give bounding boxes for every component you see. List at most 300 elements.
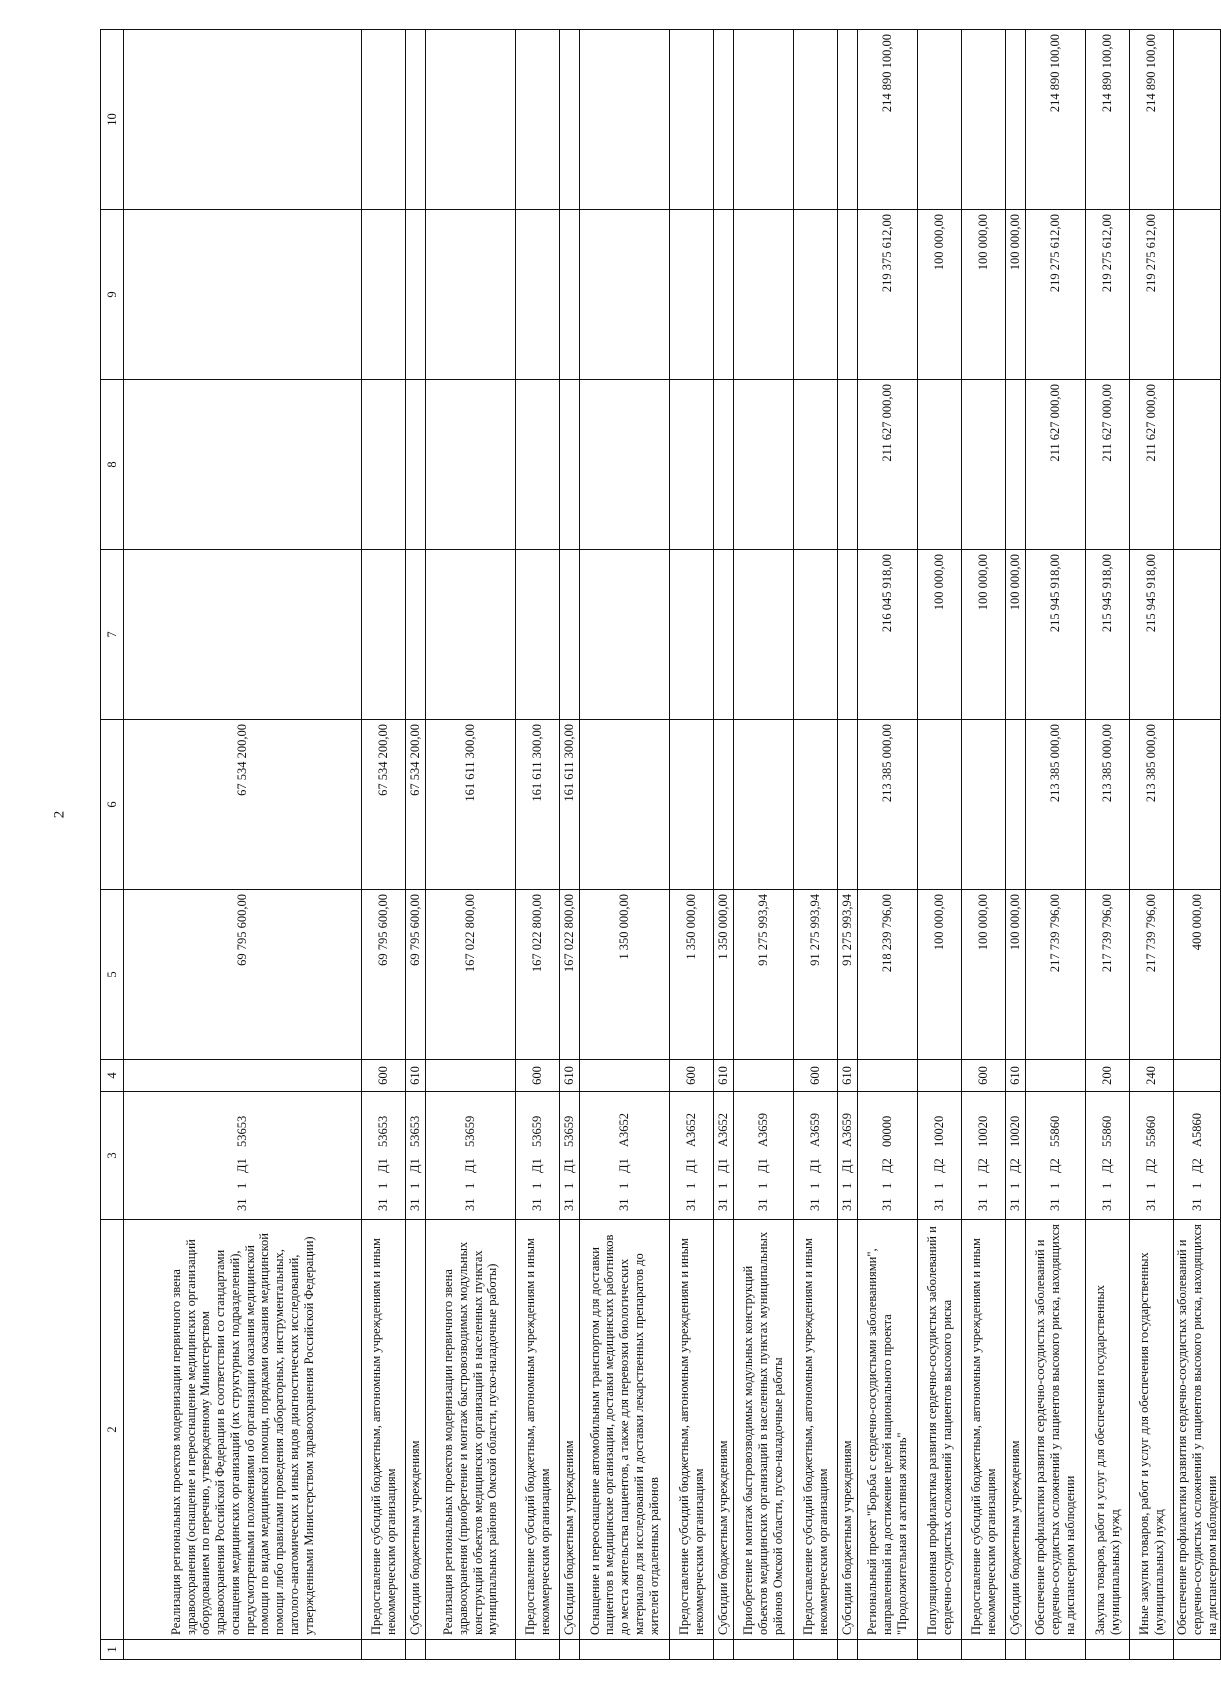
- code-part-subprogram: 1: [840, 1182, 855, 1189]
- classification-code-cell: [1026, 1092, 1086, 1220]
- amount-cell-7: [838, 550, 858, 720]
- table-row: [516, 30, 560, 1660]
- amount-cell-7: [670, 550, 714, 720]
- amount-cell-6: 67 534 200,00: [362, 720, 406, 890]
- classification-code: [932, 1096, 947, 1215]
- row-number-cell: [124, 1640, 362, 1660]
- amount-cell-9: [426, 210, 516, 380]
- budget-table: [100, 29, 1221, 1660]
- table-row: [858, 30, 918, 1660]
- code-part-direction: 53653: [376, 1115, 391, 1147]
- code-part-direction: А3659: [808, 1112, 823, 1147]
- amount-cell-10: [714, 30, 734, 210]
- code-part-subprogram: 1: [617, 1182, 632, 1189]
- amount-cell-10: [962, 30, 1006, 210]
- amount-cell-10: [1006, 30, 1026, 210]
- amount-cell-6: 161 611 300,00: [516, 720, 560, 890]
- code-part-direction: 53659: [530, 1115, 545, 1147]
- amount-cell-9: [406, 210, 426, 380]
- code-part-project: Д2: [1048, 1158, 1063, 1173]
- amount-cell-6: 213 385 000,00: [1026, 720, 1086, 890]
- code-part-project: Д1: [684, 1158, 699, 1173]
- header-cell: 1: [101, 1640, 124, 1660]
- amount-cell-6: 213 385 000,00: [858, 720, 918, 890]
- amount-cell-7: [516, 550, 560, 720]
- code-part-program: 31: [1008, 1198, 1023, 1211]
- expense-type-cell: 610: [838, 1060, 858, 1092]
- amount-cell-9: 100 000,00: [1006, 210, 1026, 380]
- classification-code: [684, 1096, 699, 1215]
- code-part-project: Д1: [716, 1158, 731, 1173]
- amount-cell-7: [124, 550, 362, 720]
- amount-cell-9: [734, 210, 794, 380]
- code-part-program: 31: [840, 1198, 855, 1211]
- header-cell: 5: [101, 890, 124, 1060]
- code-part-direction: 53659: [463, 1115, 478, 1147]
- code-part-direction: 55860: [1100, 1115, 1115, 1147]
- amount-cell-8: [714, 380, 734, 550]
- code-part-subprogram: 1: [562, 1182, 577, 1189]
- item-name-cell: Предоставление субсидий бюджетным, автономным учреждениям и иным некоммерческим организациям: [516, 1220, 560, 1640]
- code-part-direction: 55860: [1144, 1115, 1159, 1147]
- code-part-program: 31: [684, 1198, 699, 1211]
- code-part-subprogram: 1: [932, 1182, 947, 1189]
- amount-cell-10: 214 890 100,00: [1026, 30, 1086, 210]
- amount-cell-10: 214 890 100,00: [858, 30, 918, 210]
- row-number-cell: [918, 1640, 962, 1660]
- code-part-subprogram: 1: [1008, 1182, 1023, 1189]
- amount-cell-7: [362, 550, 406, 720]
- classification-code-cell: [962, 1092, 1006, 1220]
- amount-cell-6: 67 534 200,00: [406, 720, 426, 890]
- code-part-project: Д1: [808, 1158, 823, 1173]
- code-part-direction: 53653: [235, 1115, 250, 1147]
- classification-code-cell: [1006, 1092, 1026, 1220]
- amount-cell-9: [714, 210, 734, 380]
- amount-cell-10: [516, 30, 560, 210]
- item-name-cell: Субсидии бюджетным учреждениям: [1006, 1220, 1026, 1640]
- code-part-direction: 10020: [932, 1115, 947, 1147]
- code-part-program: 31: [976, 1198, 991, 1211]
- table-row: [734, 30, 794, 1660]
- amount-cell-5: 69 795 600,00: [124, 890, 362, 1060]
- expense-type-cell: [426, 1060, 516, 1092]
- amount-cell-8: 211 627 000,00: [858, 380, 918, 550]
- amount-cell-7: [406, 550, 426, 720]
- code-part-project: Д2: [1189, 1158, 1204, 1173]
- amount-cell-9: [794, 210, 838, 380]
- amount-cell-7: 100 000,00: [962, 550, 1006, 720]
- amount-cell-6: 213 385 000,00: [1130, 720, 1174, 890]
- code-part-program: 31: [562, 1198, 577, 1211]
- code-part-program: 31: [932, 1198, 947, 1211]
- classification-code-cell: [516, 1092, 560, 1220]
- amount-cell-9: 219 275 612,00: [1086, 210, 1130, 380]
- amount-cell-6: [1174, 720, 1221, 890]
- amount-cell-5: 218 239 796,00: [858, 890, 918, 1060]
- amount-cell-10: [918, 30, 962, 210]
- code-part-project: Д2: [1008, 1158, 1023, 1173]
- row-number-cell: [362, 1640, 406, 1660]
- table-row: [838, 30, 858, 1660]
- code-part-direction: 53653: [408, 1115, 423, 1147]
- item-name-cell: Приобретение и монтаж быстровозводимых модульных конструкций объектов медицинских организаций в населенных пунктах муниципальных районов Омской области, пуско-наладочные работы: [734, 1220, 794, 1640]
- header-cell: 7: [101, 550, 124, 720]
- amount-cell-6: 161 611 300,00: [426, 720, 516, 890]
- amount-cell-8: [962, 380, 1006, 550]
- expense-type-cell: [1174, 1060, 1221, 1092]
- classification-code: [1048, 1096, 1063, 1215]
- amount-cell-5: 69 795 600,00: [362, 890, 406, 1060]
- item-name-cell: Субсидии бюджетным учреждениям: [406, 1220, 426, 1640]
- amount-cell-6: [962, 720, 1006, 890]
- code-part-direction: 10020: [1008, 1115, 1023, 1147]
- amount-cell-8: [838, 380, 858, 550]
- code-part-project: Д2: [1144, 1158, 1159, 1173]
- item-name-cell: Региональный проект "Борьба с сердечно-сосудистыми заболеваниями", направленный на достижение целей национального проекта "Продолжительная и активная жизнь": [858, 1220, 918, 1640]
- code-part-program: 31: [716, 1198, 731, 1211]
- amount-cell-6: 213 385 000,00: [1086, 720, 1130, 890]
- table-row: [580, 30, 670, 1660]
- code-part-direction: А3659: [756, 1112, 771, 1147]
- table-row: [794, 30, 838, 1660]
- amount-cell-5: 91 275 993,94: [838, 890, 858, 1060]
- amount-cell-8: [670, 380, 714, 550]
- code-part-direction: А3652: [716, 1112, 731, 1147]
- amount-cell-7: [560, 550, 580, 720]
- classification-code-cell: [794, 1092, 838, 1220]
- table-row: [1086, 30, 1130, 1660]
- amount-cell-10: 214 890 100,00: [1130, 30, 1174, 210]
- item-name-cell: Субсидии бюджетным учреждениям: [714, 1220, 734, 1640]
- code-part-subprogram: 1: [684, 1182, 699, 1189]
- amount-cell-8: [124, 380, 362, 550]
- classification-code: [463, 1096, 478, 1215]
- row-number-cell: [858, 1640, 918, 1660]
- item-name-cell: Субсидии бюджетным учреждениям: [560, 1220, 580, 1640]
- amount-cell-6: [670, 720, 714, 890]
- amount-cell-6: [838, 720, 858, 890]
- amount-cell-8: [794, 380, 838, 550]
- classification-code: [976, 1096, 991, 1215]
- item-name-cell: Предоставление субсидий бюджетным, автономным учреждениям и иным некоммерческим организациям: [962, 1220, 1006, 1640]
- code-part-project: Д2: [976, 1158, 991, 1173]
- item-name-cell: Обеспечение профилактики развития сердечно-сосудистых заболеваний и сердечно-сосудистых осложнений у пациентов высокого риска, находящихся на диспансерном наблюдении: [1026, 1220, 1086, 1640]
- amount-cell-6: [794, 720, 838, 890]
- amount-cell-10: [1174, 30, 1221, 210]
- row-number-cell: [714, 1640, 734, 1660]
- header-cell: 6: [101, 720, 124, 890]
- expense-type-cell: [1026, 1060, 1086, 1092]
- expense-type-cell: 610: [714, 1060, 734, 1092]
- row-number-cell: [426, 1640, 516, 1660]
- amount-cell-6: [580, 720, 670, 890]
- classification-code: [808, 1096, 823, 1215]
- table-row: [362, 30, 406, 1660]
- amount-cell-10: [670, 30, 714, 210]
- classification-code: [617, 1096, 632, 1215]
- amount-cell-10: [794, 30, 838, 210]
- expense-type-cell: [580, 1060, 670, 1092]
- item-name-cell: Реализация региональных проектов модернизации первичного звена здравоохранения (приобретение и монтаж быстровозводимых модульных конструкций объектов медицинских организаций в населенных пунктах муниципальных районов Омской области, пуско-наладочные работы): [426, 1220, 516, 1640]
- code-part-subprogram: 1: [880, 1182, 895, 1189]
- amount-cell-5: 100 000,00: [1006, 890, 1026, 1060]
- code-part-program: 31: [408, 1198, 423, 1211]
- code-part-project: Д1: [840, 1158, 855, 1173]
- table-row: [1130, 30, 1174, 1660]
- classification-code-cell: [362, 1092, 406, 1220]
- amount-cell-8: [516, 380, 560, 550]
- amount-cell-8: [734, 380, 794, 550]
- amount-cell-8: [362, 380, 406, 550]
- code-part-subprogram: 1: [1100, 1182, 1115, 1189]
- classification-code-cell: [714, 1092, 734, 1220]
- classification-code-cell: [124, 1092, 362, 1220]
- table-row: [406, 30, 426, 1660]
- expense-type-cell: 600: [962, 1060, 1006, 1092]
- code-part-direction: А3652: [684, 1112, 699, 1147]
- code-part-program: 31: [1144, 1198, 1159, 1211]
- amount-cell-7: 215 945 918,00: [1130, 550, 1174, 720]
- amount-cell-10: [838, 30, 858, 210]
- classification-code-cell: [838, 1092, 858, 1220]
- classification-code: [408, 1096, 423, 1215]
- amount-cell-7: 215 945 918,00: [1026, 550, 1086, 720]
- expense-type-cell: 600: [362, 1060, 406, 1092]
- classification-code: [530, 1096, 545, 1215]
- row-number-cell: [734, 1640, 794, 1660]
- amount-cell-5: 217 739 796,00: [1130, 890, 1174, 1060]
- item-name-cell: Оснащение и переоснащение автомобильным транспортом для доставки пациентов в медицинские организации, доставки медицинских работников до места жительства пациентов, а также для перевозки биологических материалов для исследований и доставки лекарственных препаратов до жителей отдаленных районов: [580, 1220, 670, 1640]
- amount-cell-8: 211 627 000,00: [1086, 380, 1130, 550]
- code-part-project: Д2: [932, 1158, 947, 1173]
- amount-cell-8: [918, 380, 962, 550]
- classification-code: [1190, 1096, 1205, 1215]
- amount-cell-7: [794, 550, 838, 720]
- amount-cell-9: [516, 210, 560, 380]
- row-number-cell: [1086, 1640, 1130, 1660]
- classification-code-cell: [1086, 1092, 1130, 1220]
- amount-cell-5: 217 739 796,00: [1026, 890, 1086, 1060]
- classification-code: [756, 1096, 771, 1215]
- code-part-project: Д1: [756, 1158, 771, 1173]
- header-cell: 4: [101, 1060, 124, 1092]
- classification-code: [1008, 1096, 1023, 1215]
- amount-cell-9: 219 375 612,00: [858, 210, 918, 380]
- classification-code: [1144, 1096, 1159, 1215]
- header-cell: 8: [101, 380, 124, 550]
- table-row: [1006, 30, 1026, 1660]
- amount-cell-9: 219 275 612,00: [1026, 210, 1086, 380]
- expense-type-cell: 610: [1006, 1060, 1026, 1092]
- amount-cell-6: [918, 720, 962, 890]
- header-cell: 2: [101, 1220, 124, 1640]
- classification-code-cell: [406, 1092, 426, 1220]
- code-part-subprogram: 1: [1189, 1182, 1204, 1189]
- amount-cell-9: [670, 210, 714, 380]
- expense-type-cell: [918, 1060, 962, 1092]
- amount-cell-9: [580, 210, 670, 380]
- classification-code-cell: [580, 1092, 670, 1220]
- code-part-subprogram: 1: [1144, 1182, 1159, 1189]
- amount-cell-6: 161 611 300,00: [560, 720, 580, 890]
- row-number-cell: [670, 1640, 714, 1660]
- code-part-program: 31: [1100, 1198, 1115, 1211]
- item-name-cell: Предоставление субсидий бюджетным, автономным учреждениям и иным некоммерческим организациям: [670, 1220, 714, 1640]
- code-part-subprogram: 1: [235, 1182, 250, 1189]
- code-part-project: Д2: [1100, 1158, 1115, 1173]
- classification-code: [840, 1096, 855, 1215]
- amount-cell-8: [1174, 380, 1221, 550]
- page-number: 2: [51, 810, 68, 819]
- code-part-program: 31: [376, 1198, 391, 1211]
- code-part-project: Д1: [376, 1158, 391, 1173]
- amount-cell-8: [426, 380, 516, 550]
- code-part-program: 31: [617, 1198, 632, 1211]
- amount-cell-6: [714, 720, 734, 890]
- classification-code-cell: [1174, 1092, 1221, 1220]
- amount-cell-7: 216 045 918,00: [858, 550, 918, 720]
- item-name-cell: Популяционная профилактика развития сердечно-сосудистых заболеваний и сердечно-сосудистых осложнений у пациентов высокого риска: [918, 1220, 962, 1640]
- row-number-cell: [560, 1640, 580, 1660]
- row-number-cell: [838, 1640, 858, 1660]
- code-part-direction: 53659: [562, 1115, 577, 1147]
- code-part-project: Д1: [562, 1158, 577, 1173]
- amount-cell-7: 215 945 918,00: [1086, 550, 1130, 720]
- classification-code: [235, 1096, 250, 1215]
- table-row: [714, 30, 734, 1660]
- amount-cell-5: 167 022 800,00: [560, 890, 580, 1060]
- expense-type-cell: 610: [406, 1060, 426, 1092]
- code-part-project: Д1: [530, 1158, 545, 1173]
- classification-code: [1100, 1096, 1115, 1215]
- classification-code-cell: [734, 1092, 794, 1220]
- amount-cell-9: 100 000,00: [962, 210, 1006, 380]
- code-part-direction: 00000: [880, 1115, 895, 1147]
- code-part-subprogram: 1: [408, 1182, 423, 1189]
- amount-cell-5: 100 000,00: [918, 890, 962, 1060]
- code-part-project: Д1: [408, 1158, 423, 1173]
- classification-code: [562, 1096, 577, 1215]
- header-cell: 9: [101, 210, 124, 380]
- expense-type-cell: [124, 1060, 362, 1092]
- amount-cell-9: 100 000,00: [918, 210, 962, 380]
- code-part-direction: А3652: [617, 1112, 632, 1147]
- amount-cell-8: 211 627 000,00: [1130, 380, 1174, 550]
- row-number-cell: [1026, 1640, 1086, 1660]
- amount-cell-5: 100 000,00: [962, 890, 1006, 1060]
- classification-code-cell: [918, 1092, 962, 1220]
- amount-cell-5: 91 275 993,94: [794, 890, 838, 1060]
- item-name-cell: Обеспечение профилактики развития сердечно-сосудистых заболеваний и сердечно-сосудистых осложнений у пациентов высокого риска, находящихся на диспансерном наблюдении: [1174, 1220, 1221, 1640]
- classification-code: [880, 1096, 895, 1215]
- table-row: [1174, 30, 1221, 1660]
- row-number-cell: [962, 1640, 1006, 1660]
- row-number-cell: [1130, 1640, 1174, 1660]
- code-part-subprogram: 1: [1048, 1182, 1063, 1189]
- expense-type-cell: 240: [1130, 1060, 1174, 1092]
- classification-code-cell: [1130, 1092, 1174, 1220]
- classification-code: [376, 1096, 391, 1215]
- amount-cell-10: [734, 30, 794, 210]
- amount-cell-7: [734, 550, 794, 720]
- table-header-row: [101, 30, 124, 1660]
- amount-cell-5: 69 795 600,00: [406, 890, 426, 1060]
- amount-cell-5: 91 275 993,94: [734, 890, 794, 1060]
- code-part-project: Д1: [617, 1158, 632, 1173]
- row-number-cell: [794, 1640, 838, 1660]
- amount-cell-9: [124, 210, 362, 380]
- amount-cell-5: 1 350 000,00: [714, 890, 734, 1060]
- code-part-direction: 55860: [1048, 1115, 1063, 1147]
- amount-cell-10: 214 890 100,00: [1086, 30, 1130, 210]
- amount-cell-8: [580, 380, 670, 550]
- table-row: [560, 30, 580, 1660]
- amount-cell-9: [362, 210, 406, 380]
- classification-code-cell: [560, 1092, 580, 1220]
- code-part-direction: А5860: [1189, 1112, 1204, 1147]
- row-number-cell: [406, 1640, 426, 1660]
- row-number-cell: [580, 1640, 670, 1660]
- amount-cell-10: [124, 30, 362, 210]
- code-part-subprogram: 1: [530, 1182, 545, 1189]
- amount-cell-5: 1 350 000,00: [580, 890, 670, 1060]
- row-number-cell: [1006, 1640, 1026, 1660]
- code-part-subprogram: 1: [376, 1182, 391, 1189]
- amount-cell-7: [1174, 550, 1221, 720]
- code-part-program: 31: [880, 1198, 895, 1211]
- table-row: [1026, 30, 1086, 1660]
- table-row: [426, 30, 516, 1660]
- expense-type-cell: [734, 1060, 794, 1092]
- amount-cell-10: [426, 30, 516, 210]
- item-name-cell: Предоставление субсидий бюджетным, автономным учреждениям и иным некоммерческим организациям: [794, 1220, 838, 1640]
- classification-code-cell: [858, 1092, 918, 1220]
- item-name-cell: Реализация региональных проектов модернизации первичного звена здравоохранения (оснащение и переоснащение медицинских организаций оборудованием по перечню, утвержденному Министерством здравоохранения Российской Федерации в соответствии со стандартами оснащения медицинских организаций (их структурных подразделений), предусмотренными положениями об организации оказания медицинской помощи по видам медицинской помощи, порядками оказания медицинской помощи либо правилами проведения лабораторных, инструментальных, патолого-анатомических и иных видов диагностических исследований, утвержденными Министерством здравоохранения Российской Федерации): [124, 1220, 362, 1640]
- header-cell: 10: [101, 30, 124, 210]
- expense-type-cell: [858, 1060, 918, 1092]
- amount-cell-6: [734, 720, 794, 890]
- amount-cell-8: [560, 380, 580, 550]
- amount-cell-5: 217 739 796,00: [1086, 890, 1130, 1060]
- classification-code-cell: [670, 1092, 714, 1220]
- item-name-cell: Предоставление субсидий бюджетным, автономным учреждениям и иным некоммерческим организациям: [362, 1220, 406, 1640]
- table-row: [124, 30, 362, 1660]
- code-part-direction: 10020: [976, 1115, 991, 1147]
- expense-type-cell: 600: [516, 1060, 560, 1092]
- code-part-program: 31: [756, 1198, 771, 1211]
- amount-cell-9: 219 275 612,00: [1130, 210, 1174, 380]
- amount-cell-5: 167 022 800,00: [426, 890, 516, 1060]
- table-row: [962, 30, 1006, 1660]
- amount-cell-5: 400 000,00: [1174, 890, 1221, 1060]
- header-cell: 3: [101, 1092, 124, 1220]
- code-part-subprogram: 1: [716, 1182, 731, 1189]
- code-part-project: Д1: [463, 1158, 478, 1173]
- amount-cell-10: [560, 30, 580, 210]
- amount-cell-8: [1006, 380, 1026, 550]
- amount-cell-9: [560, 210, 580, 380]
- amount-cell-7: 100 000,00: [918, 550, 962, 720]
- amount-cell-5: 1 350 000,00: [670, 890, 714, 1060]
- code-part-subprogram: 1: [976, 1182, 991, 1189]
- code-part-program: 31: [530, 1198, 545, 1211]
- item-name-cell: Субсидии бюджетным учреждениям: [838, 1220, 858, 1640]
- amount-cell-5: 167 022 800,00: [516, 890, 560, 1060]
- code-part-program: 31: [1048, 1198, 1063, 1211]
- code-part-subprogram: 1: [756, 1182, 771, 1189]
- row-number-cell: [1174, 1640, 1221, 1660]
